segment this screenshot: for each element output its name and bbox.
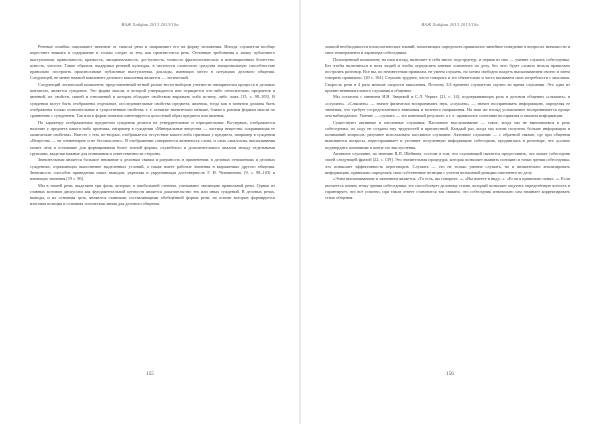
right-paragraph-6: «Этим высказыванием и значением является: «То есть, вы говорите...», «Вы имеете в виду...». «Если я правильно понял...». Если пытаетесь понять точку зрения собеседника, это способствует деловому стилю, который позволяет ощутить определённую ясность и гарантирует, что всё усвоено, при таком ответе становится так связано, что собеседник изначально сам начинает корректировать стиль общения. — [325, 176, 570, 201]
right-paragraph-5: Активное слушание, по мнению В.П. Шейнова, состоит в том, что слушающий пытается предоставить, что может собеседник своей следующей фразой [22, с. 139]. Это значительная процедура, которая позволяет выявить позицию и точки зрения собеседника, что повышает эффективность переговоров. Слушать — это не только умение слушать, но и внимательно анализировать информацию, правильно определять свои собственные позиции с учетом возможной реакции оппонента по делу. — [325, 151, 570, 175]
left-paragraph-2: Следующий логический компонент, представленный четкой ролью вести выбором учетности эмпирически процесса в деловых контактах, является суждение. Это форма мысли, в которой утверждается или отрицается что-либо относительно предметов и явлений, их свойств, связей и отношений и которая обладает свойством выражать либо истину, либо ложь [15, с. 98–103]. В суждении могут быть отображены отдельные, последовательные свойства предмета, явления, тогда как в понятии должны быть отображены только отличительные и существенные свойства, т. е. понятие значительно меньше, ближе к разным формам мысли по сравнению с суждением. Так или в форме понятия синтезируется целостный образ предмета или явления. — [30, 81, 275, 119]
right-paragraph-3: Мы согласны с мнением И.Н. Зверевой и С.Л. Черкес [21, с. 14], подчеркивающих роль в деловом общении «слышать» и «слушать». «Слышать» — значит физически воспринимать звук, «слушать» — значит воспринимать информацию, определяя ее значения, что требует сосредоточенного внимания и волевого напряжения. На наш же взгляд услышанное воспринимается проще чем наблюдаемое. Умение — слушать — это конечный результат, а т. е. правильное сочетание восприятия и анализа информации. — [325, 94, 570, 119]
right-page — [300, 0, 600, 424]
left-paragraph-3: По характеру отображаемых предметом суждения делятся на утвердительные и отрицательные. Во-первых, отображается наличие у предмета какого-либо признака, например в суждении «Минеральные вещества — частица вещества, сохраняющая ее химические свойства». Вместе с тем, во-вторых, отображается отсутствие какого-либо признака у предмета, например в суждении «Вещество — не элементарно и не бессмыслено». В отображении совершается активность слова, и сама «аналогия» высказывания может лечь в основание для формирования более точной формы, служебного и дополнительного анализа между отдельными группами, выделяя важные для понимания и ответственности стороны. — [30, 119, 275, 157]
left-page-body — [30, 44, 275, 208]
right-page-number: 156 — [446, 372, 454, 377]
left-paragraph-4: Значительным является большое внимание к деловым связям и разумность в применении, в деловых отношениях и деловых суждениях, отражающих выполнение выделенных условий, а также имеет рабочие значения в выражениях другого общения. Значимость способов приведения таких выводов, укрепляя и укрупняющая достоверность Г. И. Чеповинова. [9, с. 98–103] и имеющих значения [19 с. 96]. — [30, 157, 275, 182]
right-running-head: ВАЖ Хайфан 2013 2013/10a — [421, 22, 479, 27]
right-paragraph-4: Существуют активные и пассивные слушания. Пассивное выслушивание — такое, когда мы не вмешиваемся в речь собеседника, по ходу не создаем ему трудностей и препятствий. Каждый раз, когда мы хотим получить больше информации и пониманий вопросов, разумнее использовать пассивное слушание. Активное слушание — с обратной связью, где при общении выясняются вопросы, переспрашивает и уточняет полученную информацию собеседник, продвигаясь в разговоре, что должно подтвердить понимание в конце его выступления. — [325, 119, 570, 150]
right-paragraph-2: Полноценный компонент, на наш взгляд, включает в себя много подструктур, и первая из них — умение слушать собеседника. Без чтобы включиться в поля людей и чтобы определить мнение оппонента по делу, без чего будет сложно нельзя правильно построить разговор. Все вы, по неизвестным правилам, не умеем слушать, но хотим свободно владеть высказыванием своего и затем говорить правильно. [20 с. 104]. Слушать трудное, часто говорить и это обязательно и часто вызываем свои потребности с мыслями. Скорость речи в 4 раза меньше скорости мышления. Поэтому 3/4 времени слушателю скучно во время слушания. Это одна из причин невнимательного слушания в общении. — [325, 56, 570, 94]
left-paragraph-5: Мы в нашей речи, выделяем три фазы, которые, в наибольшей степени, учитывают эволюцию правильной речи. Одним из главных мотивов дискуссии как фундаментальной ценности является доказательство тех или иных суждений. В деловых речах, выводы, и их основная цель, являются главными составляющими обобщённой формы речи, на основе которых формируется итоговая позиция и основная логическая линия для делового общения. — [30, 182, 275, 207]
left-paragraph-1: Речевые ошибки описывают значение от смысла речи и направляют его на форму изложения. Иногда слушатели вообще перестают вникать в содержание и только следят за тем, как произносится речь. Основные требования к языку публичного выступления: правильность, краткость, эмоциональность, доступность, точность фразеологических и интонационных богатство, ясность, чистота. Такие образом, выдержки речевой культуры, в частности словесного средства эмоциональную способностью правильно построить произносимые публичные выступления, доклады, имеющих место в ситуациях делового общения. Следующей, не менее важной компонент делового мышления является — логический. — [30, 44, 275, 81]
right-paragraph-1: ложной необходимости психологических знаний, помогающих определить правильное линейное поведение в вопросах значимости и типа темперамента и характера собеседника. — [325, 44, 570, 56]
left-page-number: 155 — [146, 372, 154, 377]
right-page-body — [325, 44, 570, 201]
left-running-head: ВАЖ Хайфан 2013 2013/10a — [121, 22, 179, 27]
